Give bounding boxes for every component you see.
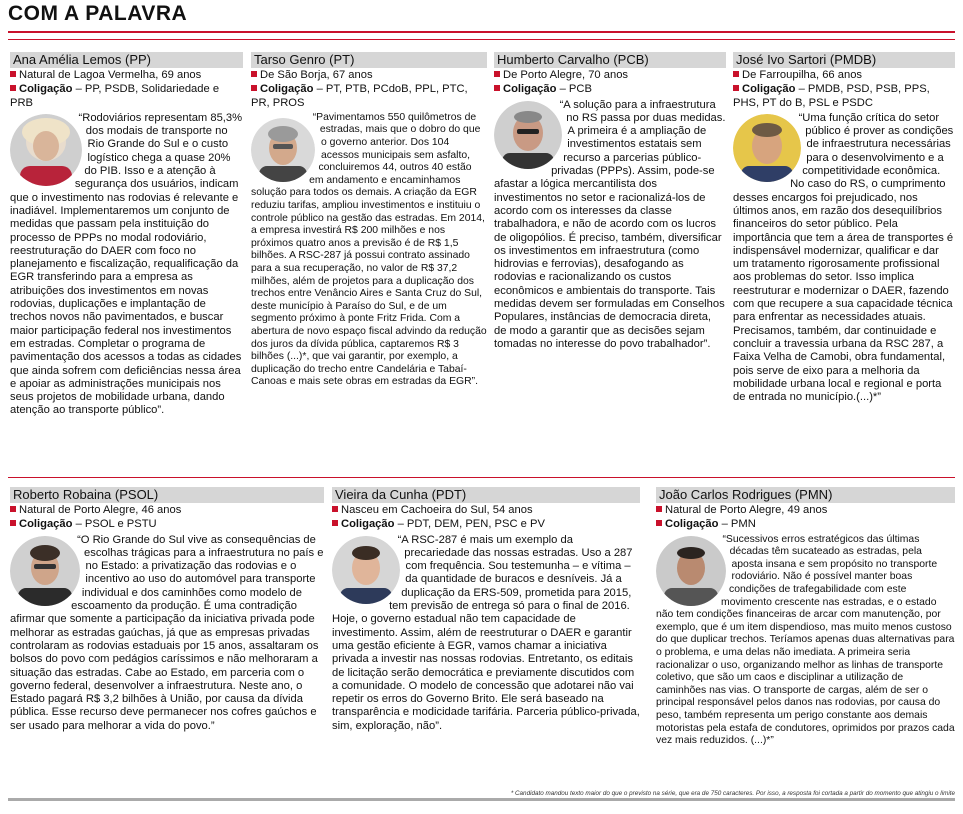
candidate-origin: De Farroupilha, 66 anos <box>733 69 955 82</box>
section-divider <box>8 477 955 478</box>
candidate-photo <box>251 118 315 182</box>
candidate-jose-ivo-sartori <box>733 52 955 404</box>
candidate-humberto-carvalho <box>494 52 726 351</box>
candidate-photo <box>733 114 801 182</box>
candidate-quote: “O Rio Grande do Sul vive as consequências de escolhas trágicas para a infraestrutura no país e no Estado: a privatização das rodovias e o incentivo ao uso do automóvel para transporte individual e dos caminhões como modelo de escoamento da produção. É uma contradição afirmar que somente a participação da iniciativa privada pode melhorar as estradas gaúchas, já que as empresas privadas controlaram as rodovias estaduais por 15 anos, assaltaram os bolsos do povo com pedágios caríssimos e não melhoraram a situação das estradas. Cabe ao Estado, em parceria com o governo federal, desenvolver a infraestrutura. Neste ano, o Estado pagará R$ 3,2 bilhões à União, por causa da dívida pública. Esse recurso deve permanecer nos cofres gaúchos e ser usado para melhorar a vida do povo.” <box>10 533 324 732</box>
candidate-coalition: Coligação – PT, PTB, PCdoB, PPL, PTC, PR, PROS <box>251 83 468 109</box>
candidate-coalition: Coligação – PMDB, PSD, PSB, PPS, PHS, PT do B, PSL e PSDC <box>733 83 930 109</box>
candidate-origin: De Porto Alegre, 70 anos <box>494 69 726 82</box>
candidate-photo <box>656 536 726 606</box>
page-title: COM A PALAVRA <box>8 2 188 25</box>
header-rule <box>8 31 955 40</box>
candidate-name: Ana Amélia Lemos (PP) <box>10 52 243 68</box>
candidate-name: Humberto Carvalho (PCB) <box>494 52 726 68</box>
candidate-name: Roberto Robaina (PSOL) <box>10 487 324 503</box>
candidate-coalition: Coligação – PMN <box>656 518 955 531</box>
bullet-icon <box>10 520 16 526</box>
candidate-origin: Natural de Porto Alegre, 46 anos <box>10 504 324 517</box>
candidate-quote: “Sucessivos erros estratégicos das últimas décadas têm sucateado as estradas, pela aposta insana e sem propósito no transporte rodoviário. Não é possível manter boas condições de trafegabilidade com este movimento crescente nas estradas, e o estado não tem condições financeiras de arcar com manutenção, por exemplo, que é um item dispendioso, mas muito menos custoso do que duplicar trechos. Teríamos apenas duas alternativas para o problema, e uma delas não imediata. A primeira seria racionalizar o uso, organizando melhor as linhas de transporte coletivo, que são um caos e disciplinar a utilização de caminhões nas vias. O transporte de cargas, além de ser o principal responsável pelos danos nas rodovias, por causa do peso, também representa um perigo constante aos demais motoristas pela estafa de condutores, oprimidos por prazos cada vez mais reduzidos. (...)*” <box>656 533 955 747</box>
bullet-icon <box>251 85 257 91</box>
footnote: * Candidato mandou texto maior do que o previsto na série, que era de 750 caracteres. Por isso, a resposta foi cortada a partir do momento que atingiu o limite <box>510 790 955 797</box>
candidate-name: Vieira da Cunha (PDT) <box>332 487 640 503</box>
bullet-icon <box>494 85 500 91</box>
bullet-icon <box>332 520 338 526</box>
candidate-origin: Nasceu em Cachoeira do Sul, 54 anos <box>332 504 640 517</box>
bullet-icon <box>494 71 500 77</box>
candidate-coalition: Coligação – PP, PSDB, Solidariedade e PRB <box>10 83 220 109</box>
candidate-tarso-genro <box>251 52 487 389</box>
candidate-name: João Carlos Rodrigues (PMN) <box>656 487 955 503</box>
candidate-photo <box>494 101 562 169</box>
candidate-name: Tarso Genro (PT) <box>251 52 487 68</box>
candidate-quote: “Uma função crítica do setor público é prover as condições de infraestrutura necessárias para o desenvolvimento e a competitividade econômica. No caso do RS, o cumprimento desses encargos foi prejudicado, nos últimos anos, em razão dos desequilíbrios financeiros do setor público. Pela importância que tem a área de transportes é indispensável modernizar, qualificar e dar um tratamento rigorosamente profissional aos problemas do setor. Isso implica reestruturar e modernizar o DAER, fazendo com que recupere a sua capacidade técnica para enfrentar as necessidades atuais. Precisamos, também, dar continuidade e concluir a travessia urbana da RSC 287, a Faixa Velha de Camobi, obra fundamental, pois serve de eixo para a melhoria da mobilidade urbana local e regional e porta de entrada no município.(...)*” <box>733 111 954 404</box>
candidate-quote: “A RSC-287 é mais um exemplo da precariedade das nossas estradas. Uso a 287 com frequência. Sou testemunha – e vítima – da quantidade de buracos e desníveis. Já a duplicação da ERS-509, prometida para 2015, tem previsão de entrega só para o final de 2016. Hoje, o governo estadual não tem capacidade de investimento. Assim, além de reestruturar o DAER e garantir uma gestão eficiente à EGR, vamos chamar a iniciativa privada a investir nas nossas rodovias. Entretanto, os editais de licitação serão democrática e previamente discutidos com a comunidade. O modelo de concessão que adotarei não vai repetir os erros do Governo Brito. Ele será baseado na transparência e modicidade tarifária. Parceria público-privada, sim, exploração, não”. <box>332 533 640 732</box>
bullet-icon <box>10 506 16 512</box>
candidate-ana-amelia <box>10 52 243 418</box>
bullet-icon <box>656 506 662 512</box>
bottom-rule <box>8 798 955 801</box>
candidate-vieira-da-cunha <box>332 487 640 733</box>
candidate-photo <box>332 536 400 604</box>
candidate-coalition: Coligação – PSOL e PSTU <box>10 518 324 531</box>
candidate-origin: De São Borja, 67 anos <box>251 69 487 82</box>
candidate-origin: Natural de Lagoa Vermelha, 69 anos <box>10 69 243 82</box>
candidate-photo <box>10 536 80 606</box>
candidate-quote: “Rodoviários representam 85,3% dos modais de transporte no Rio Grande do Sul e o custo logístico chega a quase 20% do PIB. Isso e a atenção à segurança dos usuários, indicam que o investimento nas rodovias é relevante e inadiável. Implementaremos um conjunto de medidas que passam pela instituição do processo de PPPs no modal rodoviário, reestruturação do DAER com foco no planejamento e fiscalização, requalificação da EGR transferindo para a empresa as atribuições dos investimentos em novas rodovias, duplicações e implantação de trechos novos não pavimentados, e buscar maior participação federal nos investimentos em estradas. Completar o programa de pavimentação dos acessos a todas as cidades que ainda sofrem com deficiências nessa área e apoiar as administrações municipais nos seus projetos de mobilidade urbana, dando atenção ao transporte público”. <box>10 111 243 417</box>
bullet-icon <box>251 71 257 77</box>
bullet-icon <box>733 85 739 91</box>
bullet-icon <box>10 71 16 77</box>
candidate-joao-carlos-rodrigues <box>656 487 955 748</box>
candidate-photo <box>10 114 82 186</box>
candidate-quote: “Pavimentamos 550 quilômetros de estradas, mais que o dobro do que o governo anterior. Dos 104 acessos municipais sem asfalto, concluiremos 44, outros 40 estão em andamento e encaminhamos solução para todos os demais. A criação da EGR reduziu tarifas, ampliou investimentos e instituiu o controle público na gestão das estradas. Em 2014, a empresa investirá R$ 200 milhões e nos próximos quatro anos a previsão é de R$ 1,5 bilhões. A RSC-287 já possui contrato assinado para a sua recuperação, no valor de R$ 37,2 milhões, além de projetos para a duplicação dos trechos entre Venâncio Aires e Santa Cruz do Sul, deste município à Paraíso do Sul, e de um segmento próximo à ponte Fritz Frida. Com a abertura de novo espaço fiscal advindo da redução dos juros da dívida pública, captaremos R$ 3 bilhões (...)*, que vai garantir, por exemplo, a duplicação do trecho entre Candelária e Tabaí-Canoas e mais sete obras em estradas da EGR”. <box>251 111 487 388</box>
bullet-icon <box>733 71 739 77</box>
candidate-roberto-robaina <box>10 487 324 733</box>
candidate-coalition: Coligação – PDT, DEM, PEN, PSC e PV <box>332 518 640 531</box>
candidate-name: José Ivo Sartori (PMDB) <box>733 52 955 68</box>
bullet-icon <box>332 506 338 512</box>
candidate-coalition: Coligação – PCB <box>494 83 726 96</box>
bullet-icon <box>656 520 662 526</box>
candidate-quote: “A solução para a infraestrutura no RS passa por duas medidas. A primeira é a ampliação de investimentos estatais sem recurso a parcerias público-privadas (PPPs). Assim, pode-se afastar a lógica mercantilista dos investimentos no setor e racionalizá-los de acordo com os interesses da classe trabalhadora, e não de acordo com os lucros de oligopólios. É preciso, também, diversificar os investimentos em infraestrutura (como hidrovias e ferrovias), desafogando as rodovias e racionalizando os custos econômicos e ambientais do transporte. Tais medidas devem ser formuladas em Conselhos Populares, instâncias de democracia direta, de modo a garantir que as decisões sejam tomadas no interesse do povo trabalhador”. <box>494 98 726 350</box>
candidate-origin: Natural de Porto Alegre, 49 anos <box>656 504 955 517</box>
bullet-icon <box>10 85 16 91</box>
